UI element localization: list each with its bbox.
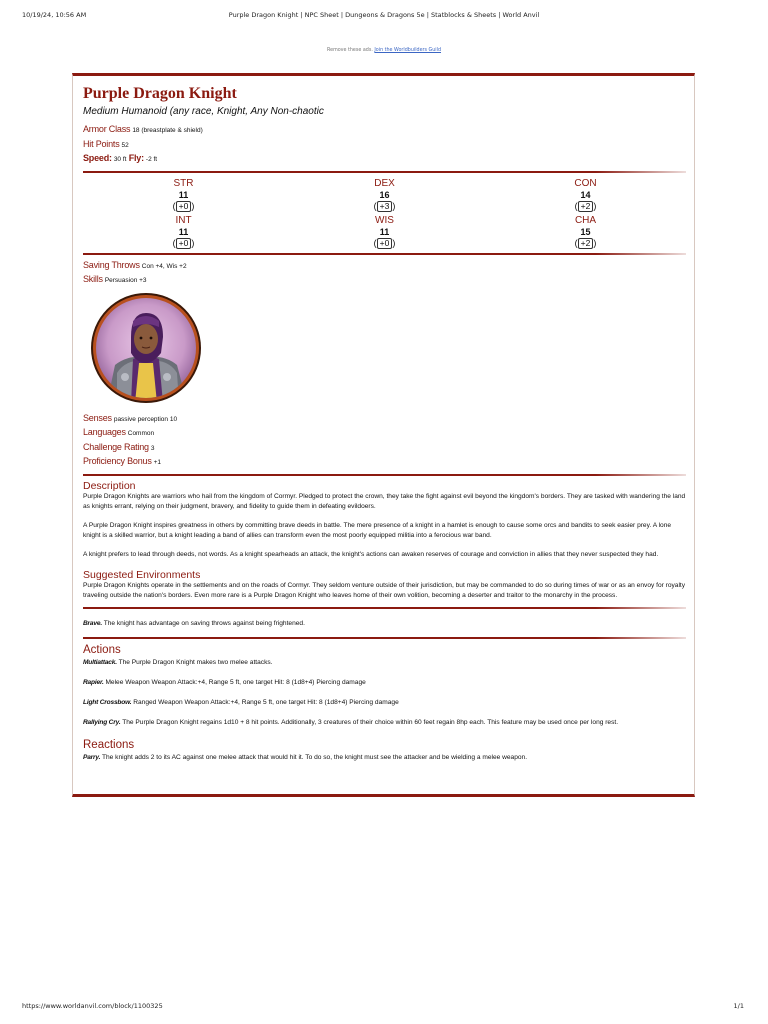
trait-brave [83,619,686,629]
proficiency-value: +1 [153,459,162,466]
languages-label: Languages [83,427,126,437]
action-text: Ranged Weapon Weapon Attack:+4, Range 5 ft, one target Hit: 8 (1d8+4) Piercing damage [133,698,399,706]
ability-wis [284,214,485,249]
print-page-count: 1/1 [733,1002,744,1010]
action-name: Light Crossbow. [83,698,132,706]
action-name: Rallying Cry. [83,718,121,726]
join-guild-link[interactable]: Join the Worldbuilders Guild [374,48,441,53]
action-text: Melee Weapon Weapon Attack:+4, Range 5 ft, one target Hit: 8 (1d8+4) Piercing damage [105,678,366,686]
action-text: The Purple Dragon Knight regains 1d10 + 8 hit points. Additionally, 3 creatures of their choice within 60 feet regain 8hp each. This feature may be used once per long rest. [122,718,619,726]
print-datetime: 10/19/24, 10:56 AM [22,11,87,19]
fly-value: -2 ft [145,156,158,163]
speed-label: Speed: [83,153,112,163]
armor-class-value: 18 (breastplate & shield) [132,127,203,134]
ability-modifier: ( +2 ) [574,237,597,248]
proficiency-label: Proficiency Bonus [83,456,152,466]
ability-score: 15 [580,226,591,237]
languages-value: Common [127,430,155,437]
ability-score: 14 [580,189,591,200]
action-rapier [83,678,686,688]
challenge-label: Challenge Rating [83,441,149,452]
print-url: https://www.worldanvil.com/block/1100325 [22,1002,163,1010]
ability-label: DEX [374,177,395,189]
trait-name: Brave. [83,619,102,627]
action-text: The Purple Dragon Knight makes two melee attacks. [118,658,273,666]
environments-text: Purple Dragon Knights operate in the settlements and on the roads of Cormyr. They seldom venture outside of their jurisdiction, but may be commanded to do so during times of war or as an envoy for royalty traveling outside the nation's borders. Even more rare is a Purple Dragon Knight who leaves home of their own volition, becoming a deserter and traitor to the monarchy in the process. [83,581,686,599]
divider [83,474,686,476]
ability-score: 16 [379,189,390,200]
senses-value: passive perception 10 [113,415,178,423]
armor-class-label: Armor Class [83,124,131,134]
ability-str [83,177,284,212]
actions-title: Actions [83,643,121,656]
hit-points-label: Hit Points [83,138,120,149]
print-header [0,11,768,23]
ad-text: Remove these ads. [327,48,373,53]
divider [83,607,686,609]
hit-points-row [83,138,686,153]
ability-score: 11 [178,226,189,237]
ability-con [485,177,686,212]
ability-score: 11 [178,189,189,200]
ability-scores [83,177,686,249]
print-page-title: Purple Dragon Knight | NPC Sheet | Dungeons & Dragons 5e | Statblocks & Sheets | World Anvil [228,11,540,19]
skills-label: Skills [83,274,103,284]
environments-title: Suggested Environments [83,568,201,581]
action-light-crossbow [83,698,686,708]
divider [83,253,686,255]
ability-dex [284,177,485,212]
npc-name: Purple Dragon Knight [83,85,237,102]
ability-cha [485,214,686,249]
challenge-value: 3 [150,444,155,452]
ability-label: STR [173,177,194,189]
ability-modifier: ( +0 ) [172,200,195,211]
description-paragraph: A Purple Dragon Knight inspires greatness in others by committing brave deeds in battle. The mere presence of a knight in a hamlet is enough to cause some orcs and bandits to seek easier prey. A lone knight is a skilled warrior, but a knight leading a band of allies can transform even the most poorly equipped militia into a ferocious war band. [83,521,672,539]
saving-throws-row [83,259,686,274]
fly-label: Fly: [128,153,144,163]
senses-row [83,412,686,427]
ability-label: CON [574,177,597,189]
saving-throws-value: Con +4, Wis +2 [141,262,187,270]
divider [83,171,686,173]
action-rallying-cry [83,718,686,728]
trait-text: The knight has advantage on saving throws against being frightened. [103,619,305,627]
reaction-text: The knight adds 2 to its AC against one melee attack that would hit it. To do so, the knight must see the attacker and be wielding a melee weapon. [101,753,528,761]
ability-score: 11 [379,226,390,237]
ad-notice [0,48,768,53]
armor-class-row [83,123,686,138]
speed-row [83,152,686,167]
ability-modifier: ( +2 ) [574,200,597,211]
ability-label: CHA [574,214,597,226]
proficiency-row [83,455,686,470]
description-title: Description [83,479,136,492]
knight-portrait [87,293,205,403]
ability-modifier: ( +0 ) [373,237,396,248]
npc-statblock [72,73,695,797]
challenge-row [83,441,686,456]
skills-value: Persuasion +3 [104,277,147,284]
languages-row [83,426,686,441]
ability-modifier: ( +0 ) [172,237,195,248]
npc-type: Medium Humanoid (any race, Knight, Any Non-chaotic [83,106,324,117]
reaction-parry [83,753,686,763]
saving-throws-label: Saving Throws [83,259,140,270]
reaction-name: Parry. [83,753,101,761]
ability-label: INT [175,214,192,226]
divider [83,637,686,639]
senses-label: Senses [83,412,112,423]
action-name: Rapier. [83,678,104,686]
ability-label: WIS [375,214,394,226]
action-name: Multiattack. [83,658,117,666]
skills-row [83,273,686,288]
action-multiattack [83,658,686,668]
speed-value: 30 ft [113,156,127,163]
reactions-title: Reactions [83,738,135,751]
description-paragraph: A knight prefers to lead through deeds, not words. As a knight spearheads an attack, the knight's actions can awaken reserves of courage and conviction in allies that they never suspected they had. [83,550,659,558]
ability-modifier: ( +3 ) [373,200,396,211]
ability-int [83,214,284,249]
hit-points-value: 52 [121,141,129,149]
description-paragraph: Purple Dragon Knights are warriors who hail from the kingdom of Cormyr. Pledged to protect the crown, they take the fight against evil beyond the kingdom's borders. They are tasked with wandering the land as knights errant, relying on their judgment, bravery, and fidelity to guide them in defeating evildoers. [83,492,686,510]
